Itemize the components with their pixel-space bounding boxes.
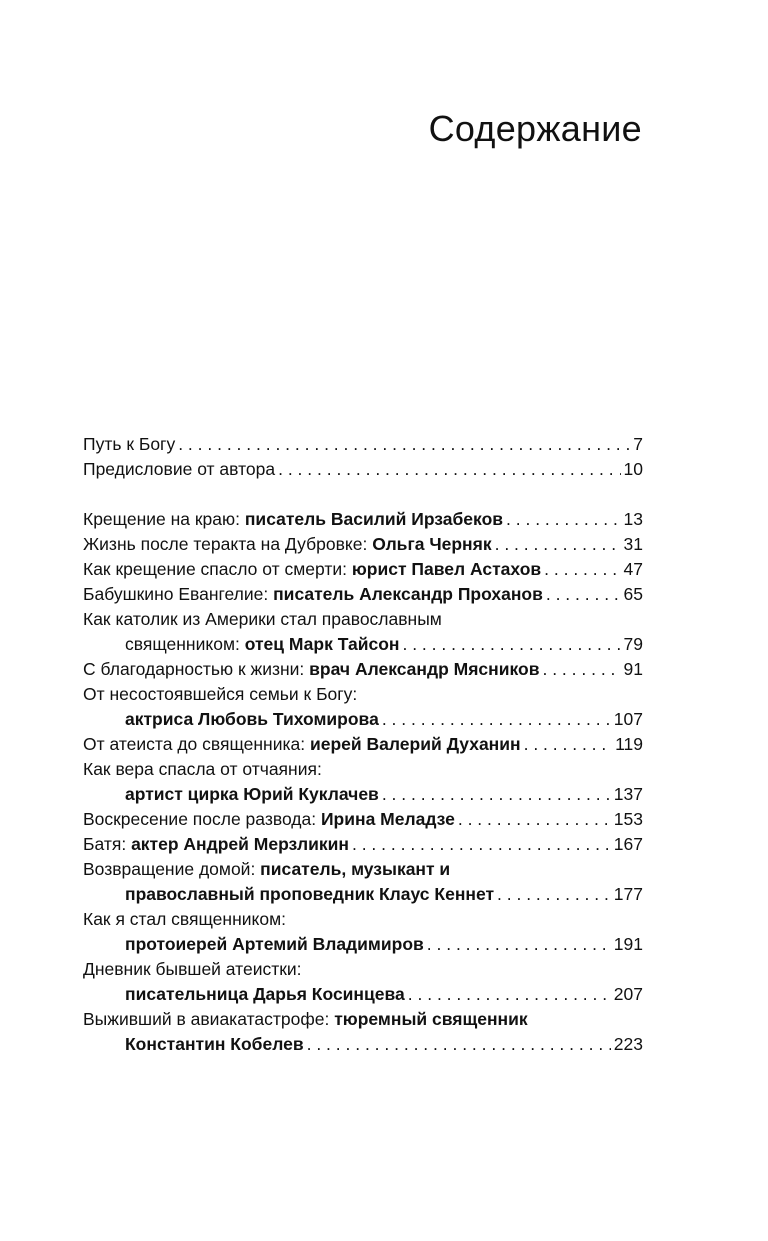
toc-line: [83, 507, 643, 532]
toc-line: [83, 882, 643, 907]
dot-leader: [408, 982, 611, 1007]
toc-entry-title: [83, 682, 357, 707]
page-number: 13: [623, 509, 643, 529]
toc-entry-person: юрист Павел Астахов: [351, 559, 542, 579]
toc-entry-person: отец Марк Тайсон: [244, 634, 400, 654]
toc-entry-person: протоиерей Артемий Владимиров: [125, 934, 424, 954]
toc-entry-theme: Выживший в авиакатастрофе:: [83, 1009, 335, 1029]
toc-entry-person: писатель, музыкант и: [260, 859, 451, 879]
dot-leader: [544, 557, 620, 582]
page-number: 65: [623, 584, 643, 604]
dot-leader: [495, 532, 621, 557]
toc-entry-title: [83, 857, 450, 882]
toc-line: [83, 657, 643, 682]
toc-line: [83, 707, 643, 732]
dot-leader: [278, 457, 620, 482]
dot-leader: [506, 507, 621, 532]
toc-entry-person: православный проповедник Клаус Кеннет: [125, 884, 495, 904]
page-number: 153: [613, 809, 643, 829]
page-number: 207: [613, 984, 643, 1004]
page-title: Содержание: [428, 108, 642, 149]
toc-front-item: [83, 432, 643, 457]
toc-entry-title: [125, 882, 494, 907]
toc-entry-title: [83, 582, 543, 607]
page-number: 223: [613, 1034, 643, 1054]
toc-entry-theme: Как крещение спасло от смерти:: [83, 559, 352, 579]
toc-entry-theme: Как католик из Америки стал православным: [83, 609, 442, 629]
dot-leader: [458, 807, 611, 832]
toc-entry-theme: От несостоявшейся семьи к Богу:: [83, 684, 358, 704]
toc-line: [83, 1032, 643, 1057]
toc-entry-person: писатель Василий Ирзабеков: [244, 509, 504, 529]
page-number: 119: [615, 734, 643, 754]
dot-leader: [402, 632, 620, 657]
table-of-contents: [83, 432, 643, 1057]
toc-entry-title: Путь к Богу: [83, 434, 176, 454]
page-number: 107: [613, 709, 643, 729]
toc-entry-person: врач Александр Мясников: [309, 659, 540, 679]
toc-entry-title: [125, 932, 424, 957]
toc-entry-person: Ирина Меладзе: [320, 809, 455, 829]
toc-entry-title: [83, 507, 503, 532]
dot-leader: [382, 707, 611, 732]
toc-entry-title: [125, 707, 379, 732]
spacer: [83, 482, 643, 507]
toc-entry-theme: Воскресение после развода:: [83, 809, 321, 829]
dot-leader: [546, 582, 621, 607]
toc-entry-title: [83, 732, 521, 757]
toc-line: [83, 832, 643, 857]
toc-entry-theme: От атеиста до священника:: [83, 734, 310, 754]
toc-entry-theme: С благодарностью к жизни:: [83, 659, 310, 679]
dot-leader: [427, 932, 611, 957]
toc-entry-theme: Жизнь после теракта на Дубровке:: [83, 534, 373, 554]
page-number: 7: [633, 434, 643, 454]
toc-entry-person: актриса Любовь Тихомирова: [125, 709, 379, 729]
toc-entry-theme: Батя:: [83, 834, 132, 854]
toc-front-item: [83, 457, 643, 482]
toc-entry-title: [83, 957, 302, 982]
toc-line: [83, 957, 643, 982]
toc-entry-title: [83, 807, 455, 832]
page-number: 191: [613, 934, 643, 954]
toc-line: [83, 982, 643, 1007]
toc-line: [83, 757, 643, 782]
toc-entry-title: [83, 657, 539, 682]
page-number: 31: [623, 534, 643, 554]
page-number: 177: [613, 884, 643, 904]
toc-line: [83, 682, 643, 707]
toc-entry-person: Ольга Черняк: [372, 534, 492, 554]
page-number: 137: [613, 784, 643, 804]
toc-entry-theme: Возвращение домой:: [83, 859, 261, 879]
toc-line: [83, 582, 643, 607]
dot-leader: [497, 882, 611, 907]
toc-line: [83, 857, 643, 882]
toc-entry-title: [83, 907, 286, 932]
toc-entry-person: писатель Александр Проханов: [273, 584, 543, 604]
toc-entry-title: [83, 607, 442, 632]
toc-line: [83, 782, 643, 807]
toc-line: [83, 607, 643, 632]
toc-entry-theme: священником:: [125, 634, 245, 654]
toc-entry-person: писательница Дарья Косинцева: [125, 984, 405, 1004]
toc-entry-person: тюремный священник: [334, 1009, 528, 1029]
toc-entry-title: [83, 532, 492, 557]
toc-entry-title: [125, 632, 399, 657]
toc-entry-title: [125, 1032, 304, 1057]
dot-leader: [352, 832, 611, 857]
toc-entry-person: актер Андрей Мерзликин: [131, 834, 349, 854]
page-number: 167: [613, 834, 643, 854]
page-number: 79: [623, 634, 643, 654]
dot-leader: [542, 657, 620, 682]
toc-line: [83, 807, 643, 832]
toc-entry-theme: Дневник бывшей атеистки:: [83, 959, 302, 979]
dot-leader: [178, 432, 630, 457]
toc-entry-person: иерей Валерий Духанин: [310, 734, 521, 754]
toc-entry-title: [125, 782, 379, 807]
toc-line: [83, 932, 643, 957]
toc-entries: [83, 507, 643, 1057]
toc-entry-theme: Бабушкино Евангелие:: [83, 584, 274, 604]
page-number: 47: [623, 559, 643, 579]
toc-entry-title: [125, 982, 405, 1007]
toc-line: [83, 732, 643, 757]
toc-line: [83, 632, 643, 657]
toc-entry-title: [83, 1007, 528, 1032]
page-number: 10: [623, 459, 643, 479]
toc-line: [83, 532, 643, 557]
toc-entry-person: артист цирка Юрий Куклачев: [125, 784, 379, 804]
dot-leader: [307, 1032, 611, 1057]
dot-leader: [524, 732, 613, 757]
toc-entry-theme: Крещение на краю:: [83, 509, 245, 529]
toc-entry-title: Предисловие от автора: [83, 459, 276, 479]
toc-line: [83, 907, 643, 932]
page-number: 91: [623, 659, 643, 679]
toc-entry-person: Константин Кобелев: [125, 1034, 304, 1054]
toc-line: [83, 557, 643, 582]
dot-leader: [382, 782, 611, 807]
toc-entry-title: [83, 557, 541, 582]
toc-entry-theme: Как вера спасла от отчаяния:: [83, 759, 322, 779]
toc-entry-theme: Как я стал священником:: [83, 909, 287, 929]
toc-line: [83, 1007, 643, 1032]
toc-entry-title: [83, 832, 349, 857]
toc-entry-title: [83, 757, 322, 782]
